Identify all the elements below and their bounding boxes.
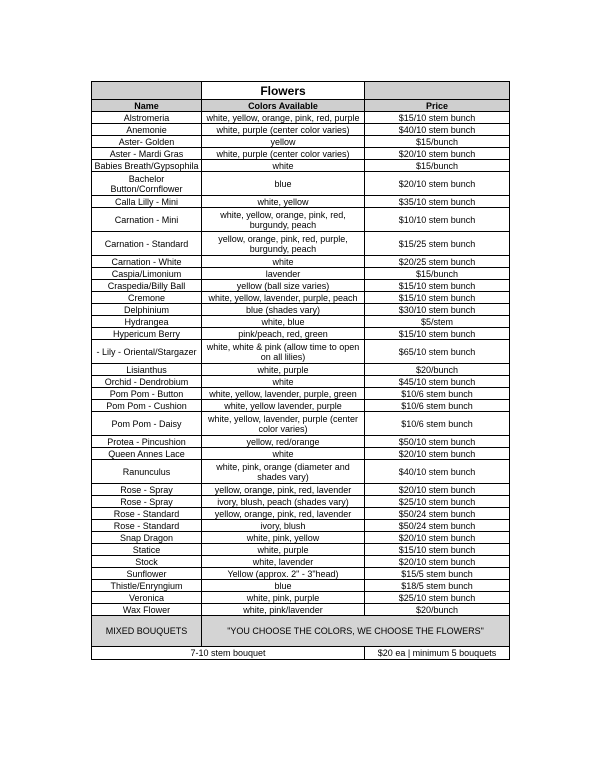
flower-colors: blue (shades vary) — [202, 304, 365, 316]
flower-colors: white, pink, yellow — [202, 532, 365, 544]
flower-price: $35/10 stem bunch — [365, 196, 510, 208]
flower-name: Caspia/Limonium — [92, 268, 202, 280]
bouquet-price: $20 ea | minimum 5 bouquets — [365, 647, 510, 660]
flower-colors: yellow, orange, pink, red, purple, burgundy, peach — [202, 232, 365, 256]
flower-name: Cremone — [92, 292, 202, 304]
table-row — [92, 208, 510, 232]
flower-colors: white, yellow, orange, pink, red, purple — [202, 112, 365, 124]
flower-name: Calla Lilly - Mini — [92, 196, 202, 208]
flower-name: Veronica — [92, 592, 202, 604]
flower-colors: white, pink, orange (diameter and shades vary) — [202, 460, 365, 484]
mixed-bouquets-row — [92, 616, 510, 647]
flower-price: $20/10 stem bunch — [365, 484, 510, 496]
table-row — [92, 232, 510, 256]
table-row — [92, 400, 510, 412]
flower-colors: yellow — [202, 136, 365, 148]
flower-name: Pom Pom - Cushion — [92, 400, 202, 412]
flower-colors: lavender — [202, 268, 365, 280]
flower-price: $5/stem — [365, 316, 510, 328]
flower-price: $15/10 stem bunch — [365, 292, 510, 304]
table-row — [92, 484, 510, 496]
table-row — [92, 376, 510, 388]
flower-name: Rose - Standard — [92, 508, 202, 520]
flower-price: $15/10 stem bunch — [365, 112, 510, 124]
flower-name: Orchid - Dendrobium — [92, 376, 202, 388]
flower-colors: white, yellow, lavender, purple, green — [202, 388, 365, 400]
flower-price: $10/6 stem bunch — [365, 400, 510, 412]
flower-colors: white, yellow, lavender, purple, peach — [202, 292, 365, 304]
flower-colors: white, white & pink (allow time to open on all lilies) — [202, 340, 365, 364]
flower-price: $15/bunch — [365, 136, 510, 148]
flower-colors: white — [202, 376, 365, 388]
header-row — [92, 100, 510, 112]
flower-price: $15/5 stem bunch — [365, 568, 510, 580]
table-row — [92, 460, 510, 484]
flower-colors: white, purple — [202, 544, 365, 556]
column-header-price: Price — [365, 100, 510, 112]
table-row — [92, 268, 510, 280]
table-row — [92, 160, 510, 172]
flower-colors: yellow, red/orange — [202, 436, 365, 448]
flower-colors: white, yellow, lavender, purple (center color varies) — [202, 412, 365, 436]
table-title: Flowers — [202, 82, 365, 100]
flower-name: Snap Dragon — [92, 532, 202, 544]
table-row — [92, 364, 510, 376]
flower-name: Queen Annes Lace — [92, 448, 202, 460]
flower-price: $20/bunch — [365, 604, 510, 616]
flower-colors: blue — [202, 172, 365, 196]
flower-name: Delphinium — [92, 304, 202, 316]
flower-colors: white, purple — [202, 364, 365, 376]
flower-name: Rose - Spray — [92, 496, 202, 508]
table-row — [92, 328, 510, 340]
flower-price: $15/bunch — [365, 160, 510, 172]
flower-colors: yellow (ball size varies) — [202, 280, 365, 292]
flower-price: $20/10 stem bunch — [365, 448, 510, 460]
table-row — [92, 148, 510, 160]
flower-colors: white — [202, 160, 365, 172]
table-row — [92, 544, 510, 556]
table-row — [92, 388, 510, 400]
table-row — [92, 556, 510, 568]
table-row — [92, 436, 510, 448]
flower-price: $15/25 stem bunch — [365, 232, 510, 256]
bouquet-size: 7-10 stem bouquet — [92, 647, 365, 660]
table-row — [92, 292, 510, 304]
flower-name: Pom Pom - Button — [92, 388, 202, 400]
flower-colors: blue — [202, 580, 365, 592]
table-row — [92, 568, 510, 580]
flower-name: Carnation - Mini — [92, 208, 202, 232]
column-header-colors: Colors Available — [202, 100, 365, 112]
mixed-bouquets-text: "YOU CHOOSE THE COLORS, WE CHOOSE THE FLOWERS" — [202, 616, 510, 647]
flower-price: $40/10 stem bunch — [365, 124, 510, 136]
flower-colors: yellow, orange, pink, red, lavender — [202, 484, 365, 496]
table-row — [92, 604, 510, 616]
flower-price: $40/10 stem bunch — [365, 460, 510, 484]
flower-name: Alstromeria — [92, 112, 202, 124]
table-row — [92, 496, 510, 508]
flower-colors: white — [202, 256, 365, 268]
flower-colors: white, blue — [202, 316, 365, 328]
flower-name: Hypericum Berry — [92, 328, 202, 340]
table-row — [92, 592, 510, 604]
table-row — [92, 256, 510, 268]
mixed-bouquets-label: MIXED BOUQUETS — [92, 616, 202, 647]
flower-price: $45/10 stem bunch — [365, 376, 510, 388]
flower-colors: yellow, orange, pink, red, lavender — [202, 508, 365, 520]
table-row — [92, 136, 510, 148]
table-row — [92, 340, 510, 364]
column-header-name: Name — [92, 100, 202, 112]
table-row — [92, 304, 510, 316]
flower-price: $20/10 stem bunch — [365, 532, 510, 544]
flower-name: Wax Flower — [92, 604, 202, 616]
bouquet-footer-row — [92, 647, 510, 660]
flower-price: $15/10 stem bunch — [365, 328, 510, 340]
flower-colors: white, yellow lavender, purple — [202, 400, 365, 412]
flower-colors: ivory, blush — [202, 520, 365, 532]
flower-colors: pink/peach, red, green — [202, 328, 365, 340]
flower-name: Ranunculus — [92, 460, 202, 484]
flower-colors: white, purple (center color varies) — [202, 148, 365, 160]
table-row — [92, 532, 510, 544]
title-spacer-right — [365, 82, 510, 100]
flower-name: Lisianthus — [92, 364, 202, 376]
flower-name: Protea - Pincushion — [92, 436, 202, 448]
flower-price: $15/bunch — [365, 268, 510, 280]
flower-price: $20/bunch — [365, 364, 510, 376]
title-row — [92, 82, 510, 100]
flower-colors: white, lavender — [202, 556, 365, 568]
flower-name: Anemonie — [92, 124, 202, 136]
flower-name: - Lily - Oriental/Stargazer — [92, 340, 202, 364]
flower-price: $20/25 stem bunch — [365, 256, 510, 268]
flower-colors: white, pink/lavender — [202, 604, 365, 616]
flower-name: Rose - Standard — [92, 520, 202, 532]
flower-colors: Yellow (approx. 2" - 3"head) — [202, 568, 365, 580]
flower-name: Babies Breath/Gypsophila — [92, 160, 202, 172]
flower-price: $15/10 stem bunch — [365, 280, 510, 292]
flower-price: $18/5 stem bunch — [365, 580, 510, 592]
flower-price: $10/10 stem bunch — [365, 208, 510, 232]
flower-name: Carnation - White — [92, 256, 202, 268]
table-row — [92, 172, 510, 196]
title-spacer-left — [92, 82, 202, 100]
flower-colors: white, yellow — [202, 196, 365, 208]
flower-rows — [92, 112, 510, 616]
flower-price: $15/10 stem bunch — [365, 544, 510, 556]
flower-price: $10/6 stem bunch — [365, 388, 510, 400]
flower-price: $30/10 stem bunch — [365, 304, 510, 316]
flower-price: $65/10 stem bunch — [365, 340, 510, 364]
flower-price: $50/24 stem bunch — [365, 508, 510, 520]
flower-price: $20/10 stem bunch — [365, 172, 510, 196]
table-row — [92, 316, 510, 328]
flower-price: $20/10 stem bunch — [365, 556, 510, 568]
flower-name: Stock — [92, 556, 202, 568]
table-row — [92, 280, 510, 292]
flower-name: Rose - Spray — [92, 484, 202, 496]
flower-price: $50/24 stem bunch — [365, 520, 510, 532]
table-row — [92, 412, 510, 436]
flower-name: Carnation - Standard — [92, 232, 202, 256]
flower-name: Pom Pom - Daisy — [92, 412, 202, 436]
table-row — [92, 520, 510, 532]
flower-name: Aster - Mardi Gras — [92, 148, 202, 160]
flower-price: $10/6 stem bunch — [365, 412, 510, 436]
flower-name: Craspedia/Billy Ball — [92, 280, 202, 292]
flower-name: Statice — [92, 544, 202, 556]
table-row — [92, 124, 510, 136]
flower-colors: white — [202, 448, 365, 460]
flower-colors: white, pink, purple — [202, 592, 365, 604]
flower-name: Bachelor Button/Cornflower — [92, 172, 202, 196]
flower-colors: white, yellow, orange, pink, red, burgundy, peach — [202, 208, 365, 232]
table-row — [92, 112, 510, 124]
flower-name: Sunflower — [92, 568, 202, 580]
flower-colors: ivory, blush, peach (shades vary) — [202, 496, 365, 508]
flower-name: Aster- Golden — [92, 136, 202, 148]
flowers-price-table — [91, 81, 510, 660]
table-row — [92, 580, 510, 592]
flower-price: $25/10 stem bunch — [365, 592, 510, 604]
flower-price: $50/10 stem bunch — [365, 436, 510, 448]
table-row — [92, 196, 510, 208]
flower-price: $25/10 stem bunch — [365, 496, 510, 508]
flower-name: Thistle/Enryngium — [92, 580, 202, 592]
flower-price: $20/10 stem bunch — [365, 148, 510, 160]
flower-colors: white, purple (center color varies) — [202, 124, 365, 136]
table-row — [92, 508, 510, 520]
flower-name: Hydrangea — [92, 316, 202, 328]
table-row — [92, 448, 510, 460]
